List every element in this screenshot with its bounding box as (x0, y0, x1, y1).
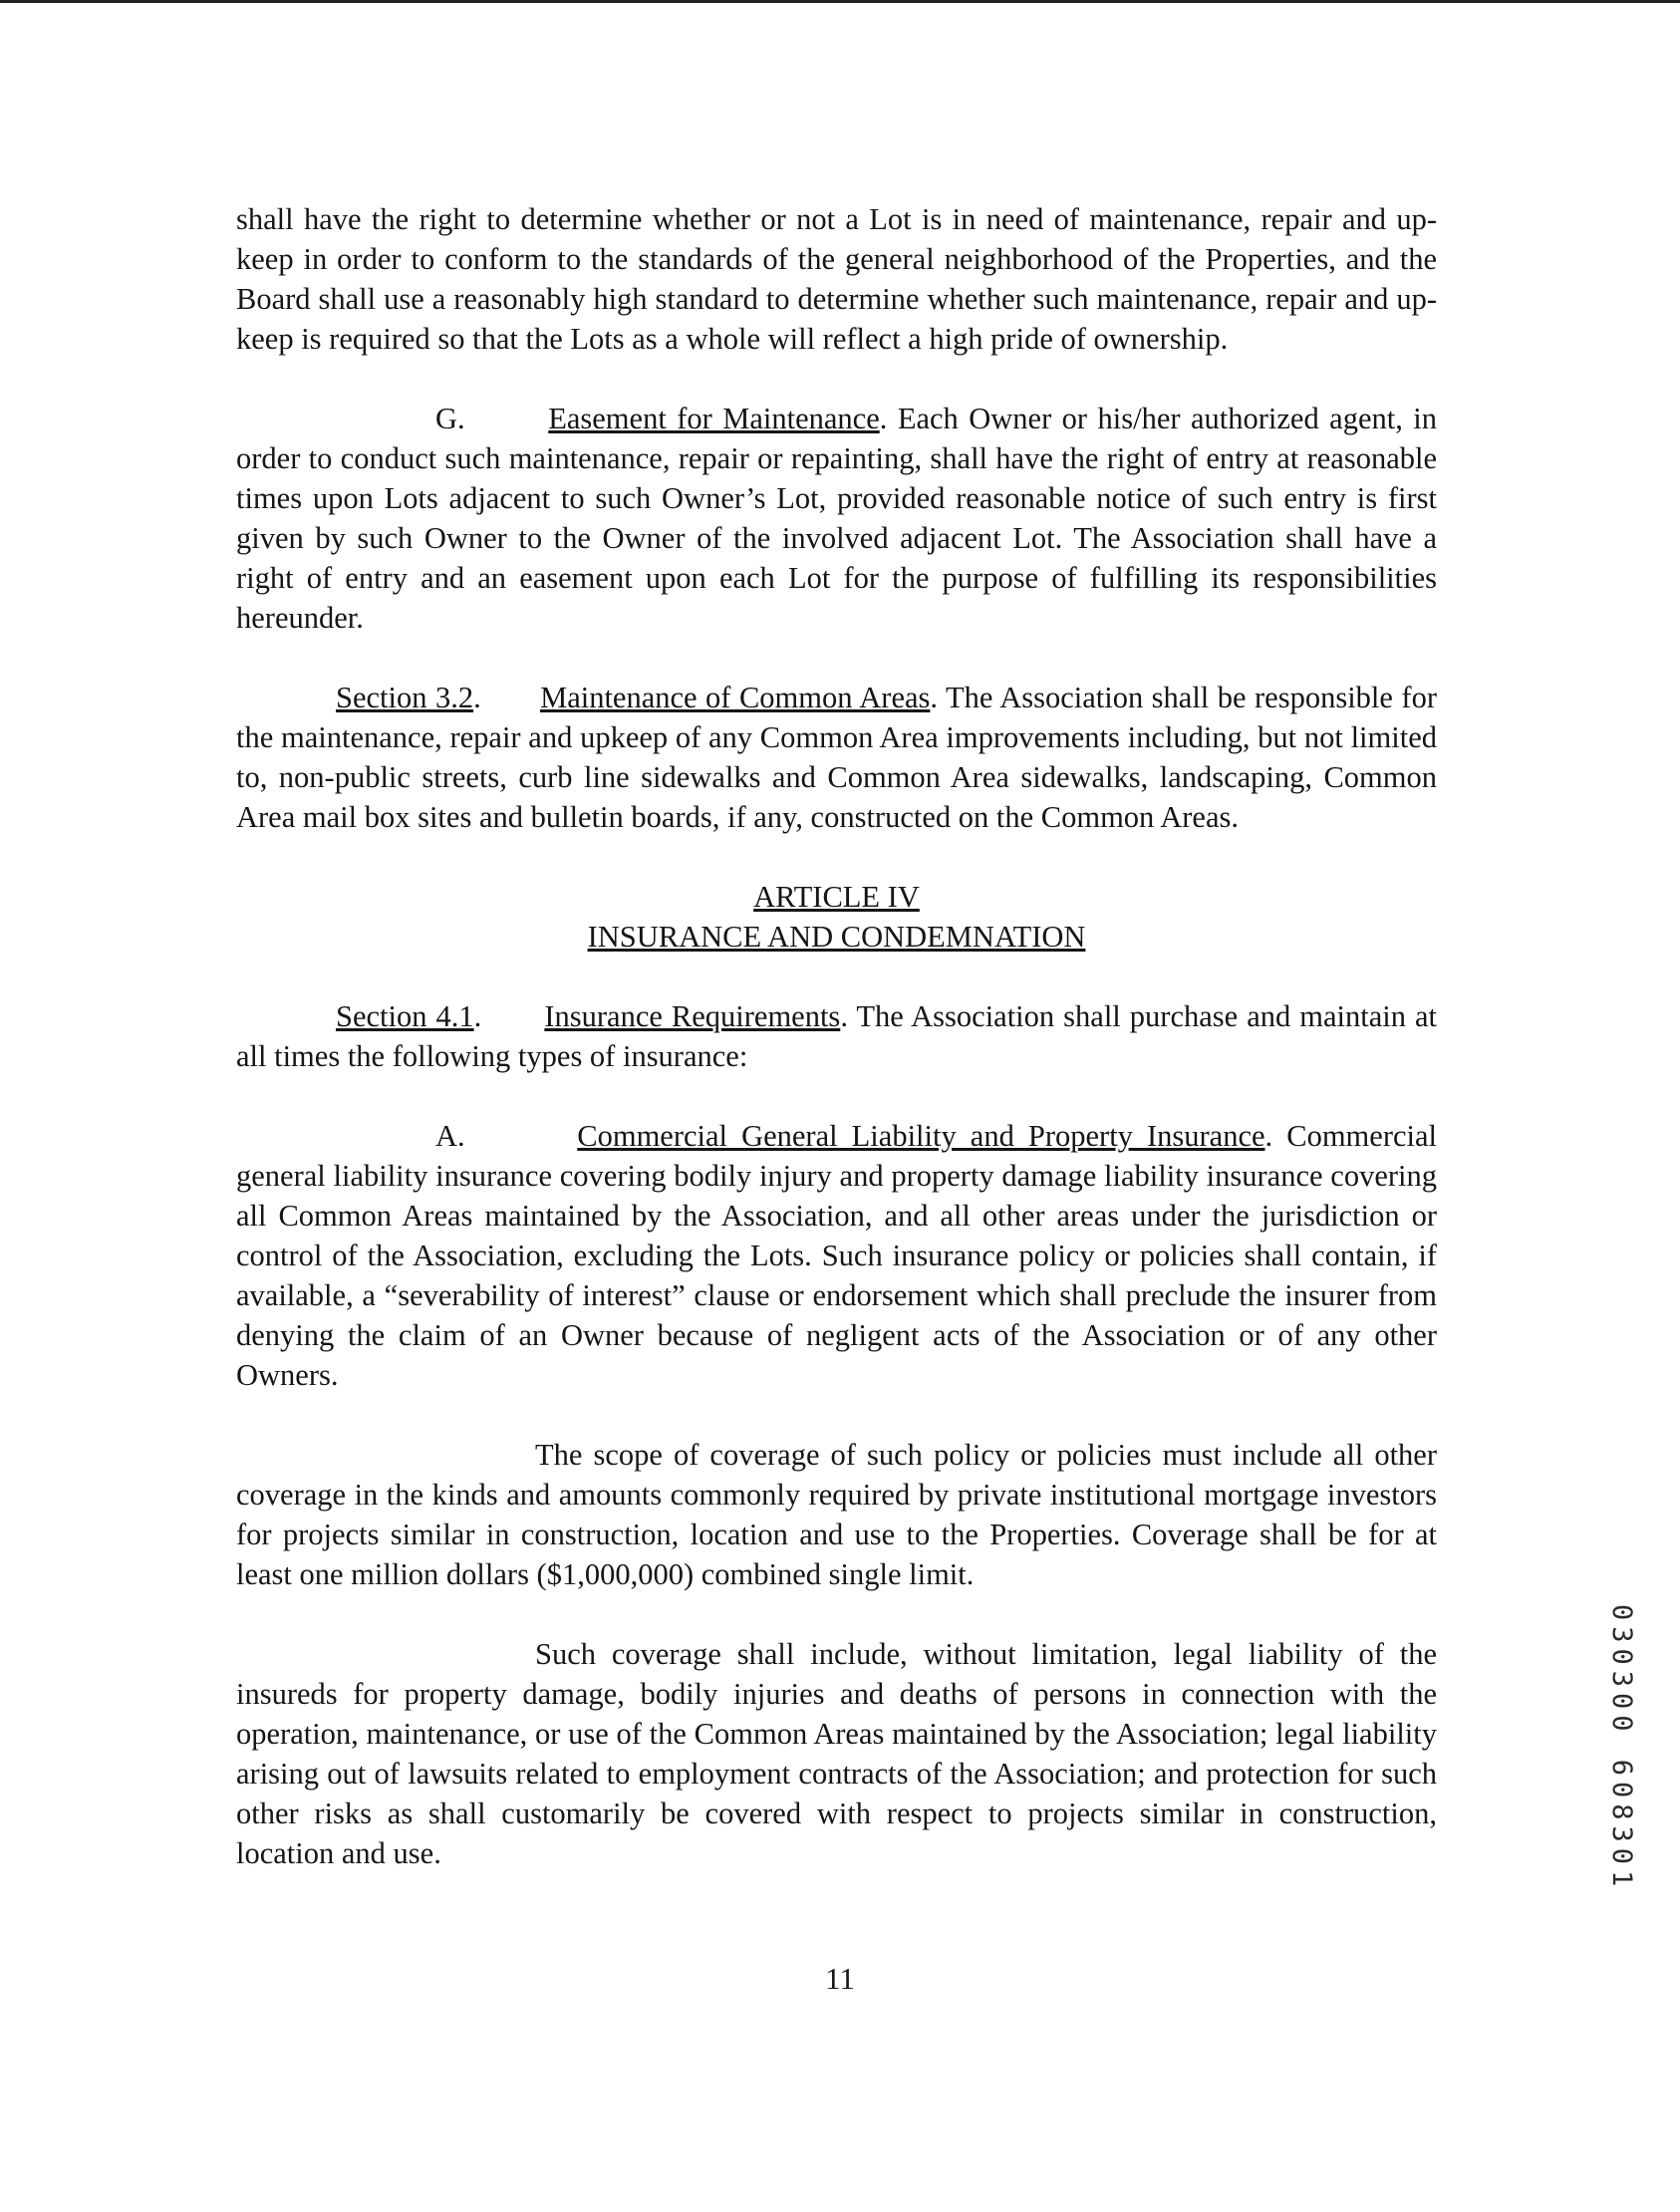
section-title: Insurance Requirements (544, 999, 841, 1033)
page-number: 11 (825, 1961, 855, 1996)
paragraph-text: The scope of coverage of such policy or policies must include all other coverage in the kinds and amounts commonly required by private institutional mortgage investors for projects similar in construction, location and use to the Properties. Coverage shall be for at least one million dollars ($1,000,000) combined single limit. (236, 1438, 1437, 1591)
item-letter: G. (435, 402, 465, 435)
item-letter: A. (435, 1119, 465, 1153)
paragraph-text: Such coverage shall include, without limitation, legal liability of the insureds for property damage, bodily injuries and deaths of persons in connection with the operation, maintenance, or use of the Common Areas maintained by the Association; legal liability arising out of lawsuits related to employment contracts of the Association; and protection for such other risks as shall customarily be covered with respect to projects similar in construction, location and use. (236, 1637, 1437, 1870)
top-scan-border (0, 0, 1680, 3)
document-stamp-number: 030300 608301 (1606, 1604, 1637, 1893)
paragraph-lot-maintenance-standard (236, 199, 1437, 359)
paragraph-coverage-inclusions (236, 1634, 1437, 1873)
paragraph-text: . Each Owner or his/her authorized agent, in order to conduct such maintenance, repair or repainting, shall have the right of entry at reasonable times upon Lots adjacent to such Owner’s Lot, provided reasonable notice of such entry is first given by such Owner to the Owner of the involved adjacent Lot. The Association shall have a right of entry and an easement upon each Lot for the purpose of fulfilling its responsibilities hereunder. (236, 402, 1438, 635)
paragraph-scope-of-coverage (236, 1435, 1437, 1594)
paragraph-text: . The Association shall purchase and maintain at all times the following types of insurance: (236, 999, 1437, 1073)
article-heading (236, 877, 1437, 957)
item-title: Easement for Maintenance (548, 402, 880, 435)
paragraph-section-4-1: Section 4.1. Insurance Requirements. The Association shall purchase and maintain at all times the following types of insurance: (236, 999, 1437, 1073)
paragraph-text: . Commercial general liability insurance covering bodily injury and property damage liability insurance covering all Common Areas maintained by the Association, and all other areas under the jurisdiction or control of the Association, excluding the Lots. Such insurance policy or policies shall contain, if available, a “severability of interest” clause or endorsement which shall preclude the insurer from denying the claim of an Owner because of negligent acts of the Association or of any other Owners. (236, 1119, 1438, 1392)
paragraph-text: . The Association shall be responsible for the maintenance, repair and upkeep of any Common Area improvements including, but not limited to, non-public streets, curb line sidewalks and Common Area sidewalks, landscaping, Common Area mail box sites and bulletin boards, if any, constructed on the Common Areas. (236, 681, 1437, 834)
paragraph-commercial-general-liability (236, 1116, 1437, 1395)
section-number: Section 4.1 (336, 999, 474, 1033)
article-number: ARTICLE IV (753, 880, 920, 914)
section-title: Maintenance of Common Areas (540, 681, 931, 714)
section-number: Section 3.2 (336, 681, 474, 714)
article-title: INSURANCE AND CONDEMNATION (587, 920, 1086, 954)
paragraph-easement-for-maintenance (236, 399, 1437, 638)
paragraph-section-3-2: Section 3.2. Maintenance of Common Areas. The Association shall be responsible for the maintenance, repair and upkeep of any Common Area improvements including, but not limited to, non-public streets, curb line sidewalks and Common Area sidewalks, landscaping, Common Area mail box sites and bulletin boards, if any, constructed on the Common Areas. (236, 681, 1437, 834)
paragraph-text: shall have the right to determine whether or not a Lot is in need of maintenance, repair and up-keep in order to conform to the standards of the general neighborhood of the Properties, and the Board shall use a reasonably high standard to determine whether such maintenance, repair and up-keep is required so that the Lots as a whole will reflect a high pride of ownership. (236, 202, 1437, 356)
document-body (236, 199, 1437, 1913)
item-title: Commercial General Liability and Property Insurance (577, 1119, 1265, 1153)
